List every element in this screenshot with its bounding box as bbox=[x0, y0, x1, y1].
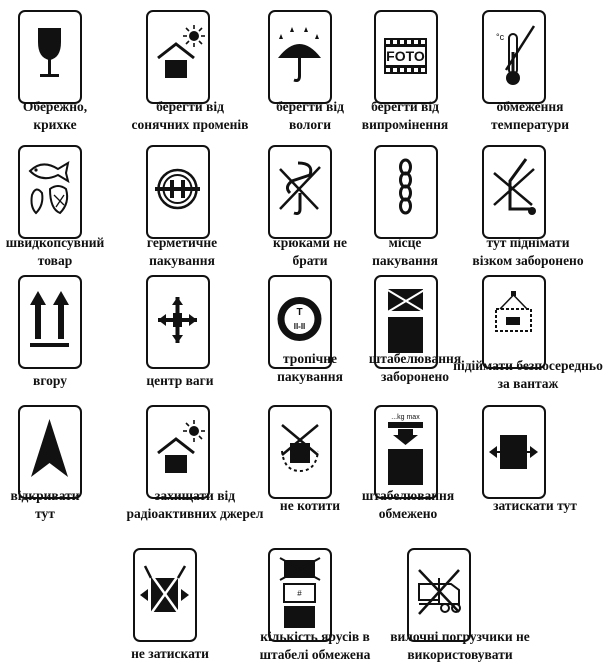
symbol-label: захищати від радіоактивних джерел bbox=[126, 488, 264, 521]
lift-by-load-icon bbox=[482, 275, 546, 369]
svg-text:°c: °c bbox=[496, 32, 505, 42]
symbol-label: штабелювання обмежено bbox=[361, 488, 455, 521]
symbol-label: штабелювання заборонено bbox=[368, 351, 462, 384]
symbol-label: центр ваги bbox=[146, 373, 214, 388]
up-arrows-icon bbox=[18, 275, 82, 369]
no-hooks-icon bbox=[268, 145, 332, 239]
symbol-label: не котити bbox=[279, 498, 341, 513]
symbol-label: берегти від випромінення bbox=[361, 99, 449, 132]
svg-text:...kg max: ...kg max bbox=[391, 414, 420, 421]
no-hand-truck-icon bbox=[482, 145, 546, 239]
svg-text:T: T bbox=[296, 307, 303, 318]
symbol-label: підіймати безпосередньо за вантаж bbox=[453, 358, 603, 391]
symbol-label: вгору bbox=[33, 373, 67, 388]
symbol-label: берегти від сонячних променів bbox=[131, 99, 249, 132]
open-here-icon bbox=[18, 405, 82, 499]
svg-text:II-II: II-II bbox=[293, 322, 306, 331]
symbol-label: обмеження температури bbox=[491, 99, 569, 132]
symbol-label: відкривати тут bbox=[10, 488, 80, 521]
symbol-label: тут піднімати візком заборонено bbox=[472, 235, 584, 268]
symbol-label: крюками не брати bbox=[272, 235, 348, 268]
symbol-label: місце пакування bbox=[372, 235, 438, 268]
glass-icon bbox=[18, 10, 82, 104]
umbrella-icon bbox=[268, 10, 332, 104]
chain-icon bbox=[374, 145, 438, 239]
foto-film-icon bbox=[374, 10, 438, 104]
center-of-gravity-icon bbox=[146, 275, 210, 369]
thermometer-icon bbox=[482, 10, 546, 104]
symbol-label: Обережно, крихке bbox=[22, 99, 88, 132]
hermetic-icon bbox=[146, 145, 210, 239]
perishable-icon bbox=[18, 145, 82, 239]
symbol-label: тропічне пакування bbox=[277, 351, 343, 384]
symbol-label: берегти від вологи bbox=[276, 99, 344, 132]
symbol-label: швидкопсувний товар bbox=[5, 235, 105, 268]
do-not-roll-icon bbox=[268, 405, 332, 499]
symbol-label: не затискати bbox=[131, 646, 209, 661]
svg-text:#: # bbox=[297, 589, 302, 598]
clamp-here-icon bbox=[482, 405, 546, 499]
symbol-label: герметичне пакування bbox=[146, 235, 218, 268]
svg-text:FOTO: FOTO bbox=[386, 48, 425, 64]
symbol-label: вилочні погрузчики не використовувати bbox=[390, 629, 530, 662]
symbol-label: затискати тут bbox=[493, 498, 577, 513]
symbol-label: кількість ярусів в штабелі обмежена bbox=[259, 629, 371, 662]
radiation-house-icon bbox=[146, 405, 210, 499]
no-clamp-icon bbox=[133, 548, 197, 642]
stacking-limit-icon bbox=[374, 405, 438, 499]
sun-house-icon bbox=[146, 10, 210, 104]
